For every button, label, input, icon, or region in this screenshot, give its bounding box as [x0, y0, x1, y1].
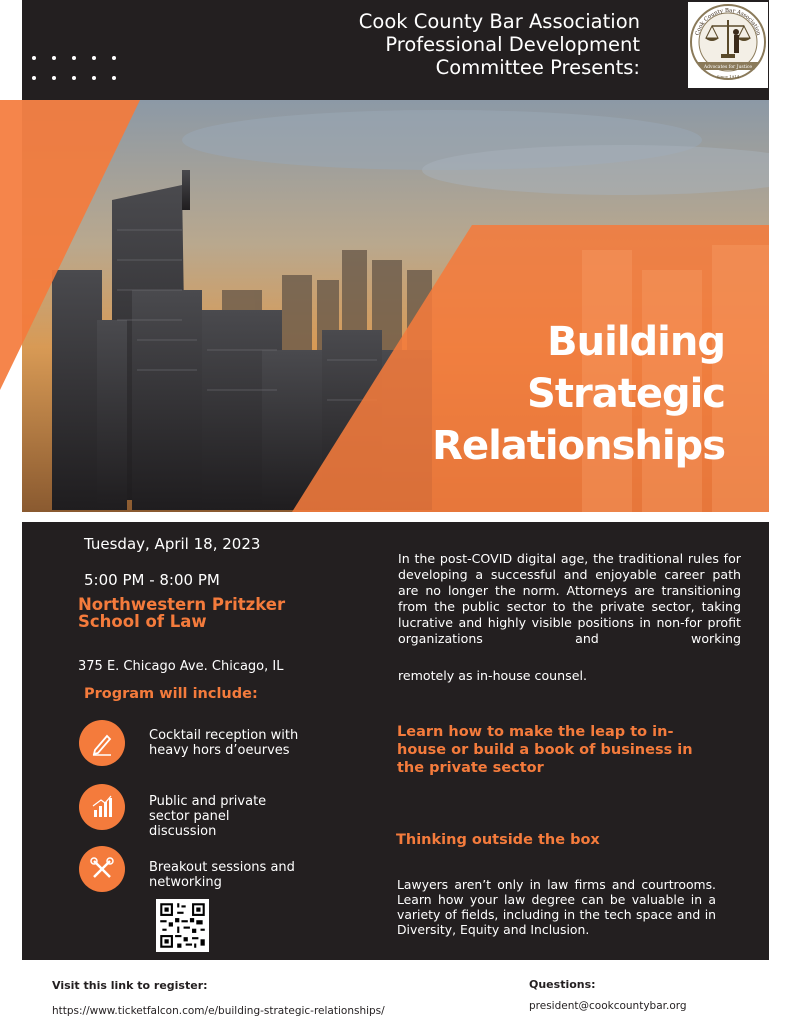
header-line-3: Committee Presents: [435, 56, 640, 79]
header-line-2: Professional Development [385, 33, 640, 56]
hero-title [340, 316, 725, 472]
venue-name: Northwestern Pritzker School of Law [78, 595, 286, 631]
program-item-2-icon-circle [79, 784, 125, 830]
hero-title-line-2: Strategic [527, 371, 725, 417]
register-label: Visit this link to register: [52, 979, 208, 992]
intro-paragraph: In the post-COVID digital age, the traditional rules for developing a successful and enjoyable career path are no longer the norm. Attorneys are transitioning from the public sector to the private sector, taking lucrative and highly visible positions in non-for profit organizations and working [398, 551, 741, 646]
program-heading: Program will include: [84, 686, 258, 702]
seal-since-text: Since 1914 [716, 74, 740, 79]
event-time: 5:00 PM - 8:00 PM [84, 571, 220, 589]
hero-title-line-3: Relationships [432, 423, 725, 469]
chart-icon [79, 784, 125, 830]
seal-banner-text: Advocates for Justice [703, 65, 753, 70]
register-link[interactable]: https://www.ticketfalcon.com/e/building-strategic-relationships/ [52, 1005, 385, 1017]
tools-icon [79, 846, 125, 892]
seal-icon [688, 2, 768, 88]
seal-top-textpath: Cook County Bar Association [694, 7, 762, 37]
association-seal [688, 2, 768, 88]
intro-paragraph-last-line: remotely as in-house counsel. [398, 668, 587, 683]
questions-label: Questions: [529, 978, 596, 991]
orange-shape-icon [0, 100, 160, 390]
program-item-3-text: Breakout sessions and networking [149, 860, 295, 890]
qr-code-icon [156, 899, 209, 952]
program-item-3-icon-circle [79, 846, 125, 892]
program-item-1-icon-circle [79, 720, 125, 766]
leap-heading: Learn how to make the leap to in-house or build a book of business in the private sector [397, 724, 693, 776]
thinking-heading: Thinking outside the box [396, 832, 600, 848]
program-item-1-text: Cocktail reception with heavy hors d’oeurves [149, 728, 299, 758]
header-title [240, 10, 640, 79]
hero-title-line-1: Building [547, 319, 725, 365]
qr-code[interactable] [156, 899, 209, 952]
venue-address: 375 E. Chicago Ave. Chicago, IL [78, 659, 284, 674]
program-item-2-text: Public and private sector panel discussion [149, 794, 267, 839]
thinking-paragraph: Lawyers aren’t only in law firms and courtrooms. Learn how your law degree can be valuable in a variety of fields, including in the tech space and in Diversity, Equity and Inclusion. [397, 877, 716, 937]
event-date: Tuesday, April 18, 2023 [84, 535, 261, 553]
pen-icon [79, 720, 125, 766]
header-line-1: Cook County Bar Association [358, 10, 640, 33]
questions-email[interactable]: president@cookcountybar.org [529, 1000, 687, 1012]
left-orange-accent [0, 100, 160, 390]
